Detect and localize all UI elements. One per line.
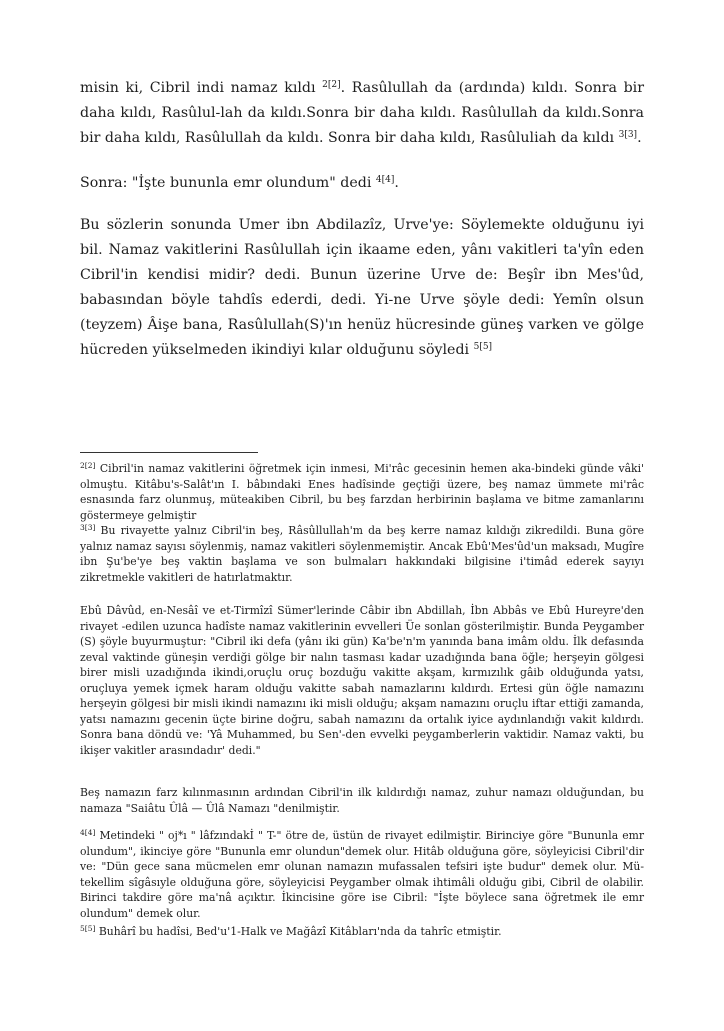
footnote-4: [80, 828, 644, 921]
paragraph-text: Bu sözlerin sonunda Umer ibn Abdilazîz, Urve'ye: Söylemekte olduğunu iyi bil. Namaz vakitlerini Rasûlullah için ikaame eden, yânı vakitleri ta'yîn eden Cibril'in kendisi midir? dedi. Bunun üzerine Urve de: Beşîr ibn Mes'ûd, babasından böyle tahdîs ederdi, dedi. Yi-ne Urve şöyle dedi: Yemîn olsun (teyzem) Âişe bana, Rasûlullah(S)'ın henüz hücresinde güneş varken ve gölge hücreden yükselmeden ikindiyi kılar olduğunu söyledi: [80, 217, 644, 358]
footnote-number: 4[4]: [80, 828, 96, 837]
footnote-number: 2[2]: [80, 461, 96, 470]
footnote-text: Metindeki " oj*ı " lâfzındakİ " T-" ötre de, üstün de rivayet edilmiştir. Birinciye göre "Bununla emr olundum", ikinciye göre "Bununla emr olundun"demek olur. Hitâb olduğuna göre, söyleyicisi Cibril'dir ve: "Dün gece sana mücmelen emr olunan namazın mufassalen tefsiri işte budur" demek olur. Mü-tekellim sîgâsıyle olduğuna göre, söyleyicisi Peygamber olmak ihtimâli olduğu gibi, Cibril de olabilir. Birinci takdire göre ma'nâ açıktır. İkincisine göre ise Cibril: "İşte böylece sana öğretmek ile emr olundum" demek olur.: [80, 829, 644, 920]
footnote-ref-3[interactable]: 3[3]: [618, 130, 638, 140]
footnote-separator: [80, 452, 258, 453]
footnote-2: [80, 461, 644, 523]
paragraph-3: [80, 213, 644, 363]
paragraph-text: Sonra: "İşte bununla emr olundum" dedi: [80, 175, 376, 191]
paragraph-text: .: [637, 130, 642, 146]
paragraph-text: . Rasûlullah da (ardında) kıldı. Sonra bir daha kıldı, Rasûlul-lah da kıldı.Sonra bir daha kıldı. Rasûlullah da kıldı.Sonra bir daha kıldı, Rasûlullah da kıldı. Sonra bir daha kıldı, Rasûluliah da kıldı: [80, 80, 644, 146]
footnote-ref-2[interactable]: 2[2]: [322, 80, 341, 90]
footnote-text: Beş namazın farz kılınmasının ardından Cibril'in ilk kıldırdığı namaz, zuhur namazı olduğundan, bu namaza "Saiâtu Ûlâ — Ûlâ Namazı "denilmiştir.: [80, 786, 644, 815]
footnote-text: Bu rivayette yalnız Cibril'in beş, Râsûllullah'm da beş kerre namaz kıldığı zikredildi. Buna göre yalnız namaz sayısı söylenmiş, namaz vakitleri söylenmemiştir. Ancak Ebû'Mes'ûd'un maksadı, Mugîre ibn Şu'be'ye beş vaktin başlama ve son bulmaları hakkındaki bilgisine i'timâd ederek sayıyı zikretmekle vakitleri de hatırlatmaktır.: [80, 524, 644, 584]
paragraph-text: .: [394, 175, 399, 191]
footnote-3-continuation: [80, 603, 644, 758]
paragraph-1: [80, 76, 644, 151]
footnote-3: [80, 523, 644, 585]
footnote-number: 5[5]: [80, 924, 96, 933]
footnote-5: [80, 924, 644, 940]
footnote-text: Buhârî bu hadîsi, Bed'u'1-Halk ve Mağâzî Kitâbları'nda da tahrîc etmiştir.: [95, 925, 502, 938]
paragraph-2: [80, 171, 644, 196]
footnote-3-note: [80, 785, 644, 816]
footnote-ref-4[interactable]: 4[4]: [375, 175, 395, 185]
paragraph-text: misin ki, Cibril indi namaz kıldı: [80, 80, 323, 96]
footnote-text: Cibril'in namaz vakitlerini öğretmek için inmesi, Mi'râc gecesinin hemen aka-bindeki günde vâki' olmuştu. Kitâbu's-Salât'ın I. bâbındaki Enes hadîsinde geçtiği üzere, beş namaz ümmete mi'râc esnasında farz olunmuş, müteakiben Cibril, bu beş farzdan herbirinin başlama ve bitme zamanlarını göstermeye gelmiştir: [80, 462, 644, 522]
footnote-ref-5[interactable]: 5[5]: [473, 342, 493, 352]
footnote-text: Ebû Dâvûd, en-Nesâî ve et-Tirmîzî Sümer'lerinde Câbir ibn Abdillah, İbn Abbâs ve Ebû Hureyre'den rivayet -edilen uzunca hadîste namaz vakitlerinin evvelleri Üe sonlan gösterilmiştir. Bunda Peygamber (S) şöyle buyurmuştur: "Cibril iki defa (yânı iki gün) Ka'be'n'm yanında bana imâm oldu. İlk defasında zeval vaktinde güneşin verdiği gölge bir nalın tasması kadar uzadığında bana öğle; herşeyin gölgesi birer misli uzadığında ikindi,oruçlu oruç bozduğu vakitte akşam, kırmızılık gâib olduğunda yatsı, oruçluya yemek içmek haram olduğu vakitte sabah namazlarını kıldırdı. Ertesi gün öğle namazını herşeyin gölgesi bir misli ikindi namazını iki misli olduğu; akşam namazını oruçlu iftar ettiği zamanda, yatsı namazını gecenin üçte birine doğru, sabah namazını da ortalık iyice aydınlandığı vakit kıldırdı. Sonra bana döndü ve: 'Yâ Muhammed, bu Sen'-den evvelki peygamberlerin vaktidir. Namaz vakti, bu ikişer vakitler arasındadır' dedi.": [80, 604, 644, 757]
footnote-number: 3[3]: [80, 523, 96, 532]
